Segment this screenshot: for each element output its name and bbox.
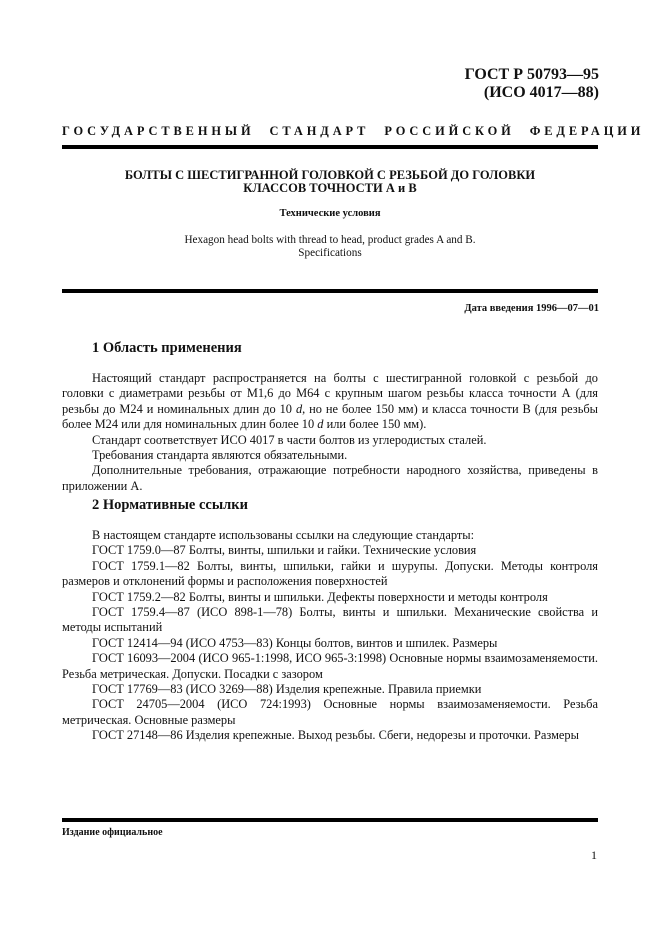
title-line-1: БОЛТЫ С ШЕСТИГРАННОЙ ГОЛОВКОЙ С РЕЗЬБОЙ ДО ГОЛОВКИ	[124, 168, 536, 182]
footer-divider	[62, 818, 598, 822]
paragraph-text: , но не более 150 мм) и класса точности В (для резьбы более М24 или для номинальных длин более 10	[62, 401, 598, 432]
section-1-paragraph-2: Стандарт соответствует ИСО 4017 в части болтов из углеродистых сталей.	[92, 432, 487, 447]
title-line-2: КЛАССОВ ТОЧНОСТИ А и В	[243, 181, 417, 195]
section-2-heading: 2 Нормативные ссылки	[92, 497, 248, 513]
organization-banner: ГОСУДАРСТВЕННЫЙ СТАНДАРТ РОССИЙСКОЙ ФЕДЕРАЦИИ	[62, 124, 645, 138]
reference-item: ГОСТ 1759.1—82 Болты, винты, шпильки, гайки и шурупы. Допуски. Методы контроля размеров и отклонений формы и расположения поверхностей	[62, 558, 598, 589]
english-title-line-2: Specifications	[298, 246, 362, 259]
section-2-body	[62, 528, 598, 744]
section-1-paragraph-1	[62, 371, 598, 433]
reference-item: ГОСТ 27148—86 Изделия крепежные. Выход резьбы. Сбеги, недорезы и проточки. Размеры	[92, 728, 579, 743]
variable-d: d	[317, 417, 324, 432]
reference-item: ГОСТ 17769—83 (ИСО 3269—88) Изделия крепежные. Правила приемки	[92, 682, 482, 697]
english-title-line-1: Hexagon head bolts with thread to head, product grades A and B.	[184, 234, 476, 246]
title-divider	[62, 289, 598, 293]
section-1-heading: 1 Область применения	[92, 340, 242, 356]
reference-item: ГОСТ 24705—2004 (ИСО 724:1993) Основные нормы взаимозаменяемости. Резьба метрическая. Основные размеры	[62, 697, 598, 727]
english-title	[62, 234, 598, 259]
references-intro: В настоящем стандарте использованы ссылки на следующие стандарты:	[92, 528, 475, 542]
standard-code-iso: (ИСО 4017—88)	[483, 84, 599, 101]
reference-item: ГОСТ 12414—94 (ИСО 4753—83) Концы болтов, винтов и шпилек. Размеры	[92, 635, 498, 650]
page-number: 1	[591, 848, 597, 862]
reference-item: ГОСТ 1759.4—87 (ИСО 898-1—78) Болты, винты и шпильки. Механические свойства и методы испытаний	[62, 605, 598, 635]
reference-item: ГОСТ 16093—2004 (ИСО 965-1:1998, ИСО 965-3:1998) Основные нормы взаимозаменяемости. Резьба метрическая. Допуски. Посадки с зазором	[62, 651, 598, 681]
paragraph-text: Настоящий стандарт распространяется на болты с шестигранной головкой с резьбой до головки с диаметрами резьбы от М1,6 до М64 с крупным шагом резьбы класса точности А (для резьбы до М24 и номинальных длин до 10	[62, 371, 598, 416]
variable-d: d	[295, 401, 303, 416]
standard-code	[465, 66, 599, 102]
paragraph-text: или более 150 мм).	[323, 417, 427, 432]
edition-label: Издание официальное	[62, 827, 163, 838]
standard-code-gost: ГОСТ Р 50793—95	[464, 66, 599, 83]
section-1-body	[62, 371, 598, 494]
introduction-date: Дата введения 1996—07—01	[464, 303, 599, 314]
section-1-paragraph-3: Требования стандарта являются обязательными.	[92, 448, 348, 463]
document-subtitle: Технические условия	[279, 208, 381, 219]
reference-item: ГОСТ 1759.0—87 Болты, винты, шпильки и гайки. Технические условия	[92, 543, 477, 558]
section-1-paragraph-4: Дополнительные требования, отражающие потребности народного хозяйства, приведены в приложении А.	[62, 463, 598, 493]
top-divider	[62, 145, 598, 149]
reference-item: ГОСТ 1759.2—82 Болты, винты и шпильки. Дефекты поверхности и методы контроля	[92, 589, 548, 604]
document-title	[62, 169, 598, 195]
